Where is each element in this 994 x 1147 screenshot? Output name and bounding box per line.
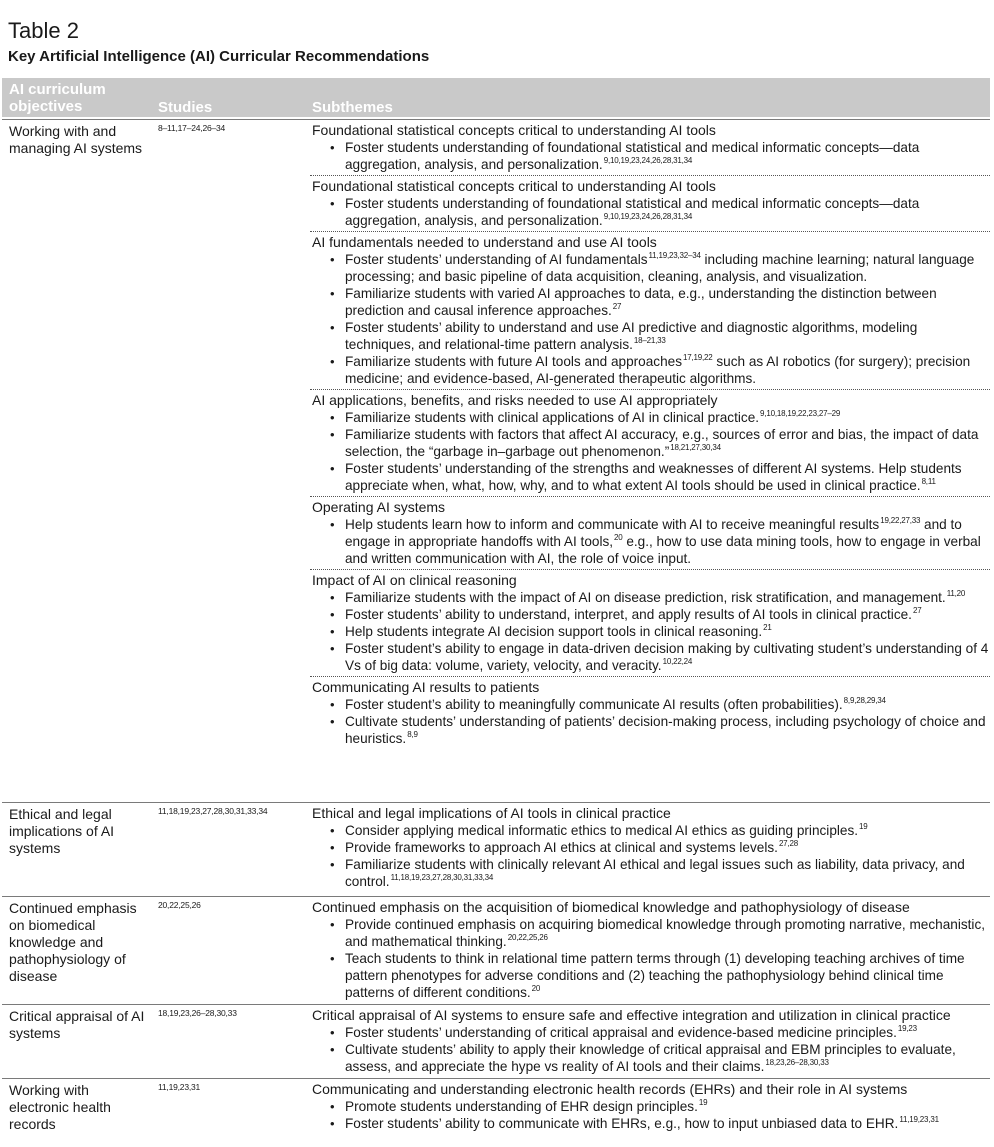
studies-cell: 8–11,17–24,26–34 [158, 123, 226, 133]
reference-superscript: 8,9 [407, 730, 418, 739]
bullet-dot-icon: • [330, 320, 335, 335]
reference-superscript: 20 [614, 533, 623, 542]
bullet-dot-icon: • [330, 951, 335, 966]
bullet-item [312, 251, 990, 285]
bullet-text: Familiarize students with future AI tools and approaches [345, 354, 683, 369]
bullet-text: Foster students’ ability to understand, interpret, and apply results of AI tools in clinical practice. [345, 607, 912, 622]
bullet-dot-icon: • [330, 624, 335, 639]
bullet-item [312, 606, 990, 623]
studies-cell: 11,18,19,23,27,28,30,31,33,34 [158, 806, 268, 816]
subthemes-cell [310, 897, 990, 1003]
bullet-item [312, 623, 990, 640]
bullet-text: Familiarize students with factors that affect AI accuracy, e.g., sources of error and bias, the impact of data selection, the “garbage in–garbage out phenomenon.” [345, 427, 979, 459]
bullet-item [312, 713, 990, 747]
bullet-dot-icon: • [330, 1099, 335, 1114]
bullet-item [312, 319, 990, 353]
subtheme [310, 120, 990, 175]
bullet-text: Foster student’s ability to engage in data-driven decision making by cultivating student’s understanding of 4 Vs of big data: volume, variety, velocity, and veracity. [345, 641, 989, 673]
reference-superscript: 20,22,25,26 [507, 933, 548, 942]
bullet-text-continued: such as AI robotics (for surgery); precision medicine; and evidence-based, AI-generated therapeutic algorithms. [345, 354, 971, 386]
bullet-dot-icon: • [330, 1116, 335, 1131]
objective-cell: Ethical and legal implications of AI systems [9, 806, 115, 856]
reference-superscript: 19,23 [897, 1024, 917, 1033]
bullet-text: Promote students understanding of EHR design principles. [345, 1099, 698, 1114]
subthemes-cell [310, 120, 990, 749]
bullet-item [312, 353, 990, 387]
bullet-text: Provide frameworks to approach AI ethics at clinical and systems levels. [345, 840, 778, 855]
reference-superscript: 9,10,19,23,24,26,28,31,34 [603, 212, 693, 221]
reference-superscript: 21 [763, 623, 772, 632]
bullet-dot-icon: • [330, 697, 335, 712]
table-header-row [2, 78, 990, 117]
bullet-text: Familiarize students with clinically relevant AI ethical and legal issues such as liability, data privacy, and control. [345, 857, 965, 889]
subtheme-title: Communicating and understanding electronic health records (EHRs) and their role in AI systems [312, 1081, 908, 1097]
subthemes-cell [310, 803, 990, 892]
bullet-dot-icon: • [330, 1042, 335, 1057]
subtheme-title: Critical appraisal of AI systems to ensure safe and effective integration and utilization in clinical practice [312, 1007, 951, 1023]
subtheme-title: Communicating AI results to patients [312, 679, 540, 695]
bullet-text: Foster students’ understanding of the strengths and weaknesses of different AI systems. Help students appreciate when, what, how, why, and to what extent AI tools should be used in clinical practice. [345, 461, 962, 493]
bullet-dot-icon: • [330, 252, 335, 267]
reference-superscript: 11,19,23,31 [899, 1115, 939, 1124]
bullet-dot-icon: • [330, 1025, 335, 1040]
bullet-text: Foster student’s ability to meaningfully communicate AI results (often probabilities). [345, 697, 843, 712]
bullet-dot-icon: • [330, 286, 335, 301]
bullet-dot-icon: • [330, 917, 335, 932]
objective-cell: Working with electronic health records [9, 1082, 111, 1132]
bullet-text: Foster students’ understanding of AI fundamentals [345, 252, 648, 267]
studies-cell: 20,22,25,26 [158, 900, 201, 910]
bullet-item [312, 139, 990, 173]
reference-superscript: 11,18,19,23,27,28,30,31,33,34 [390, 873, 494, 882]
reference-superscript: 18,21,27,30,34 [670, 443, 721, 452]
bullet-dot-icon: • [330, 461, 335, 476]
bullet-item [312, 696, 990, 713]
bullet-item [312, 856, 990, 890]
bullet-dot-icon: • [330, 140, 335, 155]
reference-superscript: 19 [698, 1098, 708, 1107]
bullet-dot-icon: • [330, 354, 335, 369]
objective-cell: Working with and managing AI systems [9, 123, 143, 156]
bullet-text: Help students integrate AI decision support tools in clinical reasoning. [345, 624, 763, 639]
subtheme-title: AI applications, benefits, and risks needed to use AI appropriately [312, 392, 718, 408]
subtheme-title: AI fundamentals needed to understand and use AI tools [312, 234, 657, 250]
bullet-item [312, 409, 990, 426]
reference-superscript: 27,28 [778, 839, 798, 848]
bullet-text: Foster students understanding of foundational statistical and medical informatic concepts—data aggregation, analysis, and personalization. [345, 140, 920, 172]
bullet-item [312, 822, 990, 839]
subtheme [310, 1005, 990, 1077]
bullet-item [312, 195, 990, 229]
bullet-text: Teach students to think in relational time pattern terms through (1) developing teaching archives of time pattern phenotypes for adverse conditions and (2) teaching the pathophysiology behind clinical time patterns of different conditions. [345, 951, 965, 1000]
subtheme [310, 569, 990, 676]
bullet-item [312, 460, 990, 494]
reference-superscript: 27 [912, 606, 922, 615]
table-title: Key Artificial Intelligence (AI) Curricular Recommendations [8, 48, 430, 65]
bullet-dot-icon: • [330, 641, 335, 656]
bullet-dot-icon: • [330, 590, 335, 605]
reference-superscript: 8,9,28,29,34 [843, 696, 886, 705]
bullet-text: Cultivate students’ understanding of patients’ decision-making process, including psychology of choice and heuristics. [345, 714, 986, 746]
subtheme [310, 676, 990, 749]
bullet-text: Foster students’ ability to understand and use AI predictive and diagnostic algorithms, modeling techniques, and relational-time pattern analysis. [345, 320, 918, 352]
bullet-text: Cultivate students’ ability to apply their knowledge of critical appraisal and EBM principles to evaluate, assess, and appreciate the hype vs reality of AI tools and their claims. [345, 1042, 956, 1074]
bullet-item [312, 1098, 990, 1115]
studies-cell: 18,19,23,26–28,30,33 [158, 1008, 237, 1018]
bullet-text: Familiarize students with clinical applications of AI in clinical practice. [345, 410, 760, 425]
bullet-item [312, 1115, 990, 1132]
reference-superscript: 18–21,33 [633, 336, 666, 345]
reference-superscript: 11,20 [946, 589, 966, 598]
bullet-item [312, 516, 990, 567]
bullet-item [312, 640, 990, 674]
reference-superscript: 9,10,18,19,22,23,27–29 [760, 409, 841, 418]
table-label: Table 2 [8, 18, 79, 43]
bullet-text: Foster students’ ability to communicate with EHRs, e.g., how to input unbiased data to EHR. [345, 1116, 899, 1131]
header-studies: Studies [158, 99, 213, 116]
bullet-item [312, 589, 990, 606]
subtheme [310, 231, 990, 389]
reference-superscript: 17,19,22 [683, 353, 713, 362]
reference-superscript: 9,10,19,23,24,26,28,31,34 [603, 156, 693, 165]
bullet-text-continued: and to engage in appropriate handoffs with AI tools, [345, 517, 962, 549]
header-subthemes: Subthemes [312, 99, 393, 116]
reference-superscript: 19,22,27,33 [880, 516, 921, 525]
reference-superscript: 19 [859, 822, 868, 831]
bullet-dot-icon: • [330, 607, 335, 622]
reference-superscript: 10,22,24 [662, 657, 693, 666]
bullet-dot-icon: • [330, 517, 335, 532]
objective-cell: Continued emphasis on biomedical knowledge and pathophysiology of disease [9, 900, 137, 984]
reference-superscript: 11,19,23,32–34 [648, 251, 701, 260]
subtheme [310, 389, 990, 496]
reference-superscript: 20 [531, 984, 541, 993]
bullet-dot-icon: • [330, 714, 335, 729]
objective-cell: Critical appraisal of AI systems [9, 1008, 145, 1041]
subtheme [310, 1079, 990, 1134]
header-objectives: AI curriculum objectives [9, 81, 106, 115]
bullet-text: Familiarize students with varied AI approaches to data, e.g., understanding the distinction between prediction and causal inference approaches. [345, 286, 937, 318]
subtheme-title: Continued emphasis on the acquisition of biomedical knowledge and pathophysiology of disease [312, 899, 910, 915]
reference-superscript: 8,11 [921, 477, 936, 486]
subtheme-title: Ethical and legal implications of AI tools in clinical practice [312, 805, 671, 821]
studies-cell: 11,19,23,31 [158, 1082, 201, 1092]
bullet-dot-icon: • [330, 410, 335, 425]
bullet-dot-icon: • [330, 196, 335, 211]
reference-superscript: 18,23,26–28,30,33 [765, 1058, 829, 1067]
bullet-text: Foster students understanding of foundational statistical and medical informatic concepts—data aggregation, analysis, and personalization. [345, 196, 920, 228]
subtheme-title: Operating AI systems [312, 499, 446, 515]
bullet-text: Familiarize students with the impact of AI on disease prediction, risk stratification, and management. [345, 590, 946, 605]
bullet-item [312, 1041, 990, 1075]
bullet-item [312, 1024, 990, 1041]
reference-superscript: 27 [612, 302, 622, 311]
bullet-text: Foster students’ understanding of critical appraisal and evidence-based medicine principles. [345, 1025, 897, 1040]
subtheme-title: Foundational statistical concepts critical to understanding AI tools [312, 122, 716, 138]
bullet-item [312, 285, 990, 319]
subtheme [310, 803, 990, 892]
subtheme-title: Impact of AI on clinical reasoning [312, 572, 517, 588]
subtheme [310, 496, 990, 569]
bullet-dot-icon: • [330, 427, 335, 442]
bullet-text: Help students learn how to inform and communicate with AI to receive meaningful results [345, 517, 880, 532]
bullet-text: Provide continued emphasis on acquiring biomedical knowledge through promoting narrative, mechanistic, and mathematical thinking. [345, 917, 986, 949]
subtheme-title: Foundational statistical concepts critical to understanding AI tools [312, 178, 716, 194]
subthemes-cell [310, 1005, 990, 1077]
bullet-item [312, 916, 990, 950]
subthemes-cell [310, 1079, 990, 1134]
bullet-dot-icon: • [330, 823, 335, 838]
subtheme [310, 175, 990, 231]
bullet-item [312, 426, 990, 460]
bullet-text-continued: e.g., how to use data mining tools, how to engage in verbal and written communication with AI, the role of voice input. [345, 534, 981, 566]
subtheme [310, 897, 990, 1003]
bullet-item [312, 950, 990, 1001]
bullet-dot-icon: • [330, 840, 335, 855]
bullet-item [312, 839, 990, 856]
bullet-text: Consider applying medical informatic ethics to medical AI ethics as guiding principles. [345, 823, 859, 838]
bullet-text-continued: including machine learning; natural language processing; and basic pipeline of data acquisition, cleaning, analysis, and visualization. [345, 252, 975, 284]
bullet-dot-icon: • [330, 857, 335, 872]
